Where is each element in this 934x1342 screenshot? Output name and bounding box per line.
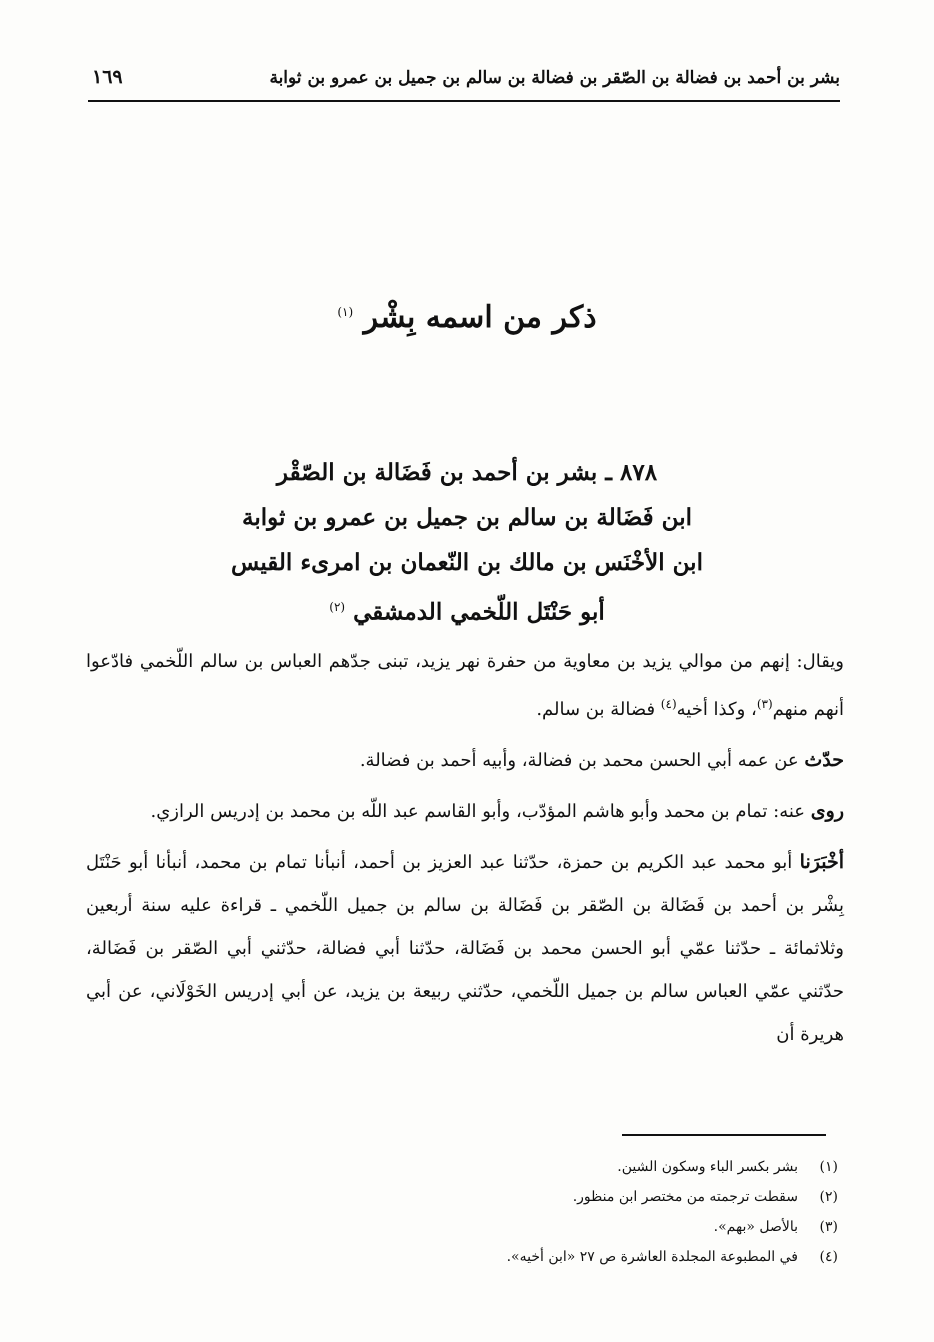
footnote-text: بالأصل «بهم».	[713, 1219, 798, 1235]
footnote-ref: (٣)	[756, 697, 773, 711]
paragraph	[86, 841, 844, 1056]
paragraph-text: ويقال: إنهم من موالي يزيد بن معاوية من حفرة نهر يزيد، تبنى جدّهم العباس بن سالم اللّخمي فادّعوا أنهم منهم	[86, 651, 844, 720]
body-text	[86, 640, 844, 1064]
paragraph-text: ، وكذا أخيه	[676, 699, 757, 720]
entry-title-line: ابن فَضَالة بن سالم بن جميل بن عمرو بن ثوابة	[242, 504, 692, 531]
paragraph-lead: حدّث	[804, 749, 844, 771]
entry-title-line: ٨٧٨ ـ بشر بن أحمد بن فَضَالة بن الصّقْر	[276, 459, 658, 486]
paragraph-lead: روى	[810, 800, 844, 822]
page-header	[88, 62, 840, 102]
entry-title-line: ابن الأخْنَس بن مالك بن النّعمان بن امرىء القيس	[231, 549, 703, 576]
footnote	[86, 1212, 838, 1242]
footnote-divider	[622, 1134, 826, 1136]
footnote-text: سقطت ترجمته من مختصر ابن منظور.	[572, 1189, 798, 1205]
section-heading-text: ذكر من اسمه بِشْر	[363, 300, 597, 335]
footnote-ref: (٢)	[329, 600, 346, 614]
footnotes	[86, 1152, 838, 1272]
footnote	[86, 1152, 838, 1182]
paragraph-text: أبو محمد عبد الكريم بن حمزة، حدّثنا عبد العزيز بن أحمد، أنبأنا تمام بن محمد، أنبأنا أبو حَنْتَل بِشْر بن أحمد بن فَضَالة بن الصّقر بن فَضَالة بن سالم بن جميل اللّخمي ـ قراءة عليه سنة أربعين وثلاثمائة ـ حدّثنا عمّي أبو الحسن محمد بن فَضَالة، حدّثنا أبي فضالة، حدّثني أبي الصّقر بن فَضَالة، حدّثني عمّي العباس سالم بن جميل اللّخمي، حدّثني ربيعة بن يزيد، عن أبي إدريس الخَوْلَاني، عن أبي هريرة أن	[86, 852, 844, 1045]
footnote-number: (٣)	[819, 1219, 838, 1235]
paragraph	[86, 739, 844, 782]
footnote-text: بشر بكسر الباء وسكون الشين.	[617, 1159, 798, 1175]
footnote-number: (٤)	[819, 1249, 838, 1265]
paragraph-text: فضالة بن سالم.	[536, 699, 661, 720]
footnote-text: في المطبوعة المجلدة العاشرة ص ٢٧ «ابن أخيه».	[506, 1249, 798, 1265]
footnote	[86, 1242, 838, 1272]
entry-title-line	[0, 585, 934, 635]
footnote-ref: (١)	[337, 305, 354, 319]
entry-kunya: أبو حَنْتَل اللّخمي الدمشقي	[353, 598, 605, 626]
paragraph-text: عنه: تمام بن محمد وأبو هاشم المؤدّب، وأبو القاسم عبد اللّه بن محمد بن إدريس الرازي.	[150, 801, 811, 822]
running-title: بشر بن أحمد بن فضالة بن الصّقر بن فضالة بن سالم بن جميل بن عمرو بن ثوابة	[269, 68, 840, 88]
paragraph-lead: أخْبَرَنا	[799, 851, 844, 873]
paragraph	[86, 790, 844, 833]
footnote-number: (٢)	[819, 1189, 838, 1205]
page-number: ١٦٩	[92, 66, 123, 88]
entry-title	[0, 450, 934, 635]
footnote-ref: (٤)	[660, 697, 677, 711]
paragraph	[86, 640, 844, 731]
section-heading	[0, 300, 934, 335]
paragraph-text: عن عمه أبي الحسن محمد بن فضالة، وأبيه أحمد بن فضالة.	[359, 750, 805, 771]
footnote	[86, 1182, 838, 1212]
footnote-number: (١)	[819, 1159, 838, 1175]
